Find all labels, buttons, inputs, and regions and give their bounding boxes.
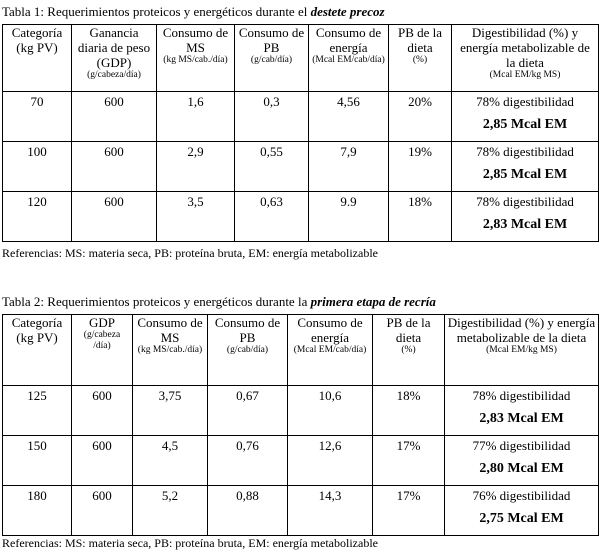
header-main: Consumo de PB bbox=[214, 315, 281, 345]
cell-pb-dieta: 17% bbox=[373, 486, 445, 536]
cell-consumo-ms: 1,6 bbox=[157, 92, 235, 142]
table1-header-cell bbox=[157, 25, 235, 92]
table-row bbox=[3, 436, 599, 486]
cell-categoria: 150 bbox=[3, 436, 72, 486]
header-main: Categoría (kg PV) bbox=[11, 25, 63, 55]
table1-header-cell bbox=[452, 25, 599, 92]
table1 bbox=[2, 24, 599, 242]
table1-references: Referencias: MS: materia seca, PB: proteína bruta, EM: energía metabolizable bbox=[2, 246, 378, 260]
header-sub: (g/cab/día) bbox=[250, 55, 293, 65]
header-main: Consumo de MS bbox=[162, 25, 229, 55]
header-sub: (Mcal EM/kg MS) bbox=[489, 70, 561, 80]
table2-header-cell bbox=[445, 315, 599, 386]
cell-digestibilidad bbox=[445, 436, 599, 486]
energia-em-text: 2,83 Mcal EM bbox=[482, 217, 568, 232]
cell-pb-dieta: 20% bbox=[389, 92, 452, 142]
header-sub: (kg MS/cab./día) bbox=[163, 55, 228, 65]
cell-consumo-pb: 0,76 bbox=[208, 436, 288, 486]
cell-consumo-energia: 10,6 bbox=[288, 386, 373, 436]
table2-header-cell bbox=[373, 315, 445, 386]
energia-em-text: 2,80 Mcal EM bbox=[479, 461, 564, 476]
cell-gdp: 600 bbox=[72, 386, 133, 436]
cell-consumo-pb: 0,88 bbox=[208, 486, 288, 536]
header-main: Consumo de energía bbox=[297, 315, 363, 345]
table1-caption-prefix: Tabla 1: Requerimientos proteicos y energéticos durante el bbox=[2, 4, 311, 19]
cell-digestibilidad bbox=[452, 192, 599, 242]
cell-gdp: 600 bbox=[72, 486, 133, 536]
cell-consumo-ms: 3,75 bbox=[133, 386, 208, 436]
cell-categoria: 180 bbox=[3, 486, 72, 536]
table2-header-row bbox=[3, 315, 599, 386]
cell-pb-dieta: 17% bbox=[373, 436, 445, 486]
header-sub: (kg MS/cab./día) bbox=[137, 345, 203, 355]
table2-caption-emph: primera etapa de recría bbox=[310, 294, 436, 309]
table2-header-cell bbox=[133, 315, 208, 386]
digestibilidad-text: 76% digestibilidad bbox=[472, 488, 571, 503]
digestibilidad-text: 78% digestibilidad bbox=[476, 94, 574, 109]
table-row bbox=[3, 192, 599, 242]
header-sub: (g/cabeza /día) bbox=[83, 330, 121, 351]
cell-pb-dieta: 18% bbox=[373, 386, 445, 436]
cell-consumo-energia: 7,9 bbox=[309, 142, 389, 192]
table-row bbox=[3, 386, 599, 436]
cell-gdp: 600 bbox=[72, 436, 133, 486]
cell-consumo-ms: 2,9 bbox=[157, 142, 235, 192]
cell-consumo-pb: 0,55 bbox=[235, 142, 309, 192]
cell-consumo-energia: 4,56 bbox=[309, 92, 389, 142]
header-main: PB de la dieta bbox=[386, 315, 431, 345]
table-row bbox=[3, 92, 599, 142]
table2-header-cell bbox=[3, 315, 72, 386]
header-sub: (g/cabeza/día) bbox=[87, 70, 141, 80]
header-main: Ganancia diaria de peso (GDP) bbox=[77, 25, 151, 70]
header-main: GDP bbox=[88, 315, 115, 330]
energia-em-text: 2,85 Mcal EM bbox=[482, 167, 568, 182]
table2-references: Referencias: MS: materia seca, PB: proteína bruta, EM: energía metabolizable bbox=[2, 536, 378, 550]
digestibilidad-text: 78% digestibilidad bbox=[476, 144, 574, 159]
header-main: Consumo de MS bbox=[137, 315, 203, 345]
cell-pb-dieta: 19% bbox=[389, 142, 452, 192]
table2-header-cell bbox=[208, 315, 288, 386]
cell-categoria: 70 bbox=[3, 92, 72, 142]
header-sub: (Mcal EM/kg MS) bbox=[486, 345, 557, 355]
cell-categoria: 120 bbox=[3, 192, 72, 242]
cell-consumo-ms: 4,5 bbox=[133, 436, 208, 486]
header-main: PB de la dieta bbox=[397, 25, 443, 55]
cell-consumo-pb: 0,67 bbox=[208, 386, 288, 436]
table2-caption-prefix: Tabla 2: Requerimientos proteicos y energéticos durante la bbox=[2, 294, 311, 309]
table2-header-cell bbox=[72, 315, 133, 386]
cell-pb-dieta: 18% bbox=[389, 192, 452, 242]
cell-consumo-energia: 9.9 bbox=[309, 192, 389, 242]
cell-categoria: 125 bbox=[3, 386, 72, 436]
energia-em-text: 2,85 Mcal EM bbox=[482, 117, 568, 132]
cell-consumo-ms: 5,2 bbox=[133, 486, 208, 536]
table2-caption bbox=[2, 294, 436, 310]
header-sub: (%) bbox=[401, 345, 416, 355]
cell-digestibilidad bbox=[445, 486, 599, 536]
cell-digestibilidad bbox=[452, 142, 599, 192]
header-main: Consumo de PB bbox=[238, 25, 305, 55]
digestibilidad-text: 77% digestibilidad bbox=[472, 438, 571, 453]
cell-consumo-energia: 14,3 bbox=[288, 486, 373, 536]
table1-header-row bbox=[3, 25, 599, 92]
table1-header-cell bbox=[235, 25, 309, 92]
table1-header-cell bbox=[72, 25, 157, 92]
table2-header-cell bbox=[288, 315, 373, 386]
energia-em-text: 2,75 Mcal EM bbox=[479, 511, 564, 526]
cell-gdp: 600 bbox=[72, 142, 157, 192]
table1-header-cell bbox=[309, 25, 389, 92]
table1-header-cell bbox=[3, 25, 72, 92]
cell-digestibilidad bbox=[452, 92, 599, 142]
table-row bbox=[3, 142, 599, 192]
table1-caption bbox=[2, 4, 385, 20]
energia-em-text: 2,83 Mcal EM bbox=[479, 411, 564, 426]
table-row bbox=[3, 486, 599, 536]
header-main: Consumo de energía bbox=[315, 25, 382, 55]
header-sub: (g/cab/día) bbox=[226, 345, 269, 355]
header-sub: (%) bbox=[412, 55, 428, 65]
table1-caption-emph: destete precoz bbox=[310, 4, 385, 19]
cell-categoria: 100 bbox=[3, 142, 72, 192]
header-main: Digestibilidad (%) y energía metabolizable de la dieta bbox=[460, 25, 590, 70]
table1-header-cell bbox=[389, 25, 452, 92]
cell-consumo-energia: 12,6 bbox=[288, 436, 373, 486]
table2 bbox=[2, 314, 599, 536]
digestibilidad-text: 78% digestibilidad bbox=[476, 194, 574, 209]
header-main: Categoría (kg PV) bbox=[11, 315, 63, 345]
digestibilidad-text: 78% digestibilidad bbox=[472, 388, 571, 403]
header-sub: (Mcal EM/cab/día) bbox=[312, 55, 385, 65]
cell-gdp: 600 bbox=[72, 92, 157, 142]
cell-digestibilidad bbox=[445, 386, 599, 436]
header-main: Digestibilidad (%) y energía metabolizable de la dieta bbox=[447, 315, 596, 345]
cell-gdp: 600 bbox=[72, 192, 157, 242]
cell-consumo-pb: 0,63 bbox=[235, 192, 309, 242]
header-sub: (Mcal EM/cab/día) bbox=[293, 345, 367, 355]
cell-consumo-ms: 3,5 bbox=[157, 192, 235, 242]
cell-consumo-pb: 0,3 bbox=[235, 92, 309, 142]
